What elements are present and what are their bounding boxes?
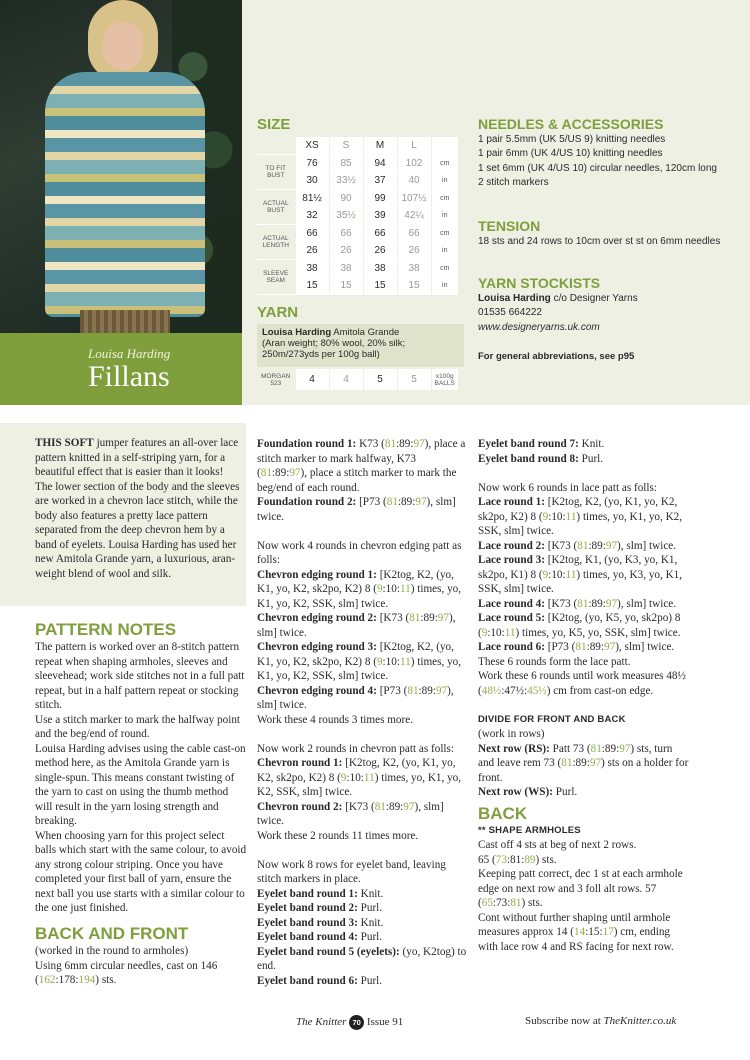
table-row xyxy=(257,155,458,173)
instruction: Cast off 4 sts at beg of next 2 rows. xyxy=(478,839,637,851)
instruction: Work these 4 rounds 3 times more. xyxy=(257,713,414,726)
yarn-details: (Aran weight; 80% wool, 20% silk; 250m/273yds per 100g ball) xyxy=(262,338,406,360)
unit: in xyxy=(431,207,458,225)
shape-armholes-heading: ** SHAPE ARMHOLES xyxy=(478,824,581,836)
unit: in xyxy=(431,242,458,260)
cell: 107½ xyxy=(397,190,431,208)
unit: in xyxy=(431,172,458,190)
designer-name: Louisa Harding xyxy=(88,346,171,361)
instruction: Eyelet band round 8: Purl. xyxy=(478,452,604,465)
cell: 94 xyxy=(363,155,397,173)
note-paragraph: Use a stitch marker to mark the halfway point and the beg/end of round. xyxy=(35,713,241,740)
stockists-heading: YARN STOCKISTS xyxy=(478,275,601,291)
list-item: 2 stitch markers xyxy=(478,176,549,188)
cell: 4 xyxy=(295,369,329,390)
cell: 66 xyxy=(329,225,363,243)
stockist-website[interactable]: www.designeryarns.uk.com xyxy=(478,321,600,333)
cell: 15 xyxy=(295,277,329,295)
cell: 66 xyxy=(363,225,397,243)
size-col: M xyxy=(363,137,397,155)
note-paragraph: The pattern is worked over an 8-stitch pattern repeat when shaping armholes, sleeves and sleevehead; work side stitches not in a full patt repeat, but in a half pattern repeat or stocking stitch. xyxy=(35,641,245,711)
instruction: Cont without further shaping until armhole measures approx 14 (14:15:17) cm, ending with lace row 4 and RS facing for next row. xyxy=(478,911,674,953)
instruction: Work these 2 rounds 11 times more. xyxy=(257,829,419,842)
unit: cm xyxy=(431,225,458,243)
instruction: Eyelet band round 4: Purl. xyxy=(257,931,383,943)
cell: 32 xyxy=(295,207,329,225)
instruction: Now work 8 rows for eyelet band, leaving stitch markers in place. xyxy=(257,858,446,885)
row-label: ACTUAL LENGTH xyxy=(257,225,295,260)
subscribe-text: Subscribe now at xyxy=(525,1015,604,1027)
intro-body: jumper features an all-over lace pattern knitted in a self-striping yarn, for a beautiful effect that is easier than it looks! The lower section of the body and the sleeves are worked in a chevron lace stitch, while the body also features a pretty lace pattern separated from the deep chevron hem by a band of eyelets. Louisa Harding has used her new Amitola Grande yarn, a luxurious, aran-weight blend of wool and silk. xyxy=(35,437,240,580)
list-item: 1 pair 6mm (UK 4/US 10) knitting needles xyxy=(478,148,663,160)
cell: 15 xyxy=(397,277,431,295)
cell: 81½ xyxy=(295,190,329,208)
list-item: 1 pair 5.5mm (UK 5/US 9) knitting needles xyxy=(478,134,666,145)
instruction: Now work 6 rounds in lace patt as folls: xyxy=(478,481,657,494)
instruction: Lace round 1: [K2tog, K2, (yo, K1, yo, K2, sk2po, K2) 8 (9:10:11) times, yo, K1, yo, K2, SSK, slm] twice. xyxy=(478,496,683,537)
cell: 40 xyxy=(397,172,431,190)
intro-lead: THIS SOFT xyxy=(35,437,94,449)
yarn-quantity-table xyxy=(257,369,458,390)
cell: 37 xyxy=(363,172,397,190)
instruction: Eyelet band round 1: Knit. xyxy=(257,887,384,900)
size-col: S xyxy=(329,137,363,155)
instruction: These 6 rounds form the lace patt. xyxy=(478,655,631,668)
instruction: Now work 4 rounds in chevron edging patt as folls: xyxy=(257,539,462,566)
cell: 38 xyxy=(295,260,329,278)
cell: 26 xyxy=(295,242,329,260)
size-table xyxy=(257,137,458,295)
model-photo xyxy=(0,0,242,333)
instruction: Foundation round 2: [P73 (81:89:97), slm] twice. xyxy=(257,496,456,523)
table-row xyxy=(257,369,458,390)
abbreviations-note: For general abbreviations, see p95 xyxy=(478,351,635,362)
tension-heading: TENSION xyxy=(478,218,541,234)
back-front-sub: (worked in the round to armholes) xyxy=(35,945,189,957)
sequin-skirt xyxy=(80,310,170,333)
intro-text xyxy=(35,436,243,581)
instruction: 65 (73:81:89) sts. xyxy=(478,853,557,866)
page-number-badge: 70 xyxy=(349,1015,364,1030)
cell: 33½ xyxy=(329,172,363,190)
cell: 99 xyxy=(363,190,397,208)
subscribe-link[interactable]: TheKnitter.co.uk xyxy=(603,1015,677,1027)
yarn-description xyxy=(257,324,464,367)
note-paragraph: Louisa Harding advises using the cable cast-on method here, as the Amitola Grande yarn is single-spun. This means constant twisting of the yarn to cast on using the thumb method will result in the yarn losing strength and breaking. xyxy=(35,742,246,827)
cell: 90 xyxy=(329,190,363,208)
instruction: Now work 2 rounds in chevron patt as folls: xyxy=(257,742,454,755)
instruction: Chevron round 1: [K2tog, K2, (yo, K1, yo, K2, sk2po, K2) 8 (9:10:11) times, yo, K1, yo, K2, SSK, slm] twice. xyxy=(257,757,462,798)
list-item: 1 set 6mm (UK 4/US 10) circular needles, 120cm long xyxy=(478,162,717,174)
instruction: Lace round 3: [K2tog, K1, (yo, K3, yo, K1, sk2po, K1) 8 (9:10:11) times, yo, K3, yo, K1, SSK, slm] twice. xyxy=(478,554,683,595)
footer-subscribe xyxy=(525,1015,676,1027)
back-heading: BACK xyxy=(478,803,528,823)
instruction: Lace round 6: [P73 (81:89:97), slm] twice. xyxy=(478,641,675,653)
tension-text: 18 sts and 24 rows to 10cm over st st on 6mm needles xyxy=(478,236,721,247)
cell: 76 xyxy=(295,155,329,173)
cell: 85 xyxy=(329,155,363,173)
cell: 38 xyxy=(329,260,363,278)
size-col: L xyxy=(397,137,431,155)
cell: 30 xyxy=(295,172,329,190)
cell: 66 xyxy=(397,225,431,243)
divide-heading: DIVIDE FOR FRONT AND BACK xyxy=(478,713,626,725)
instruction: Foundation round 1: K73 (81:89:97), place a stitch marker to mark halfway, K73 (81:89:97), place a stitch marker to mark the beg/end of each round. xyxy=(257,438,466,494)
size-col: XS xyxy=(295,137,329,155)
pattern-title: Fillans xyxy=(88,360,170,393)
cell: 102 xyxy=(397,155,431,173)
unit: cm xyxy=(431,260,458,278)
instruction: Chevron edging round 1: [K2tog, K2, (yo, K1, yo, K2, sk2po, K2) 8 (9:10:11) times, yo, K1, yo, K2, SSK, slm] twice. xyxy=(257,568,462,610)
row-label: TO FIT BUST xyxy=(257,155,295,190)
cell: 15 xyxy=(329,277,363,295)
cast-on-instruction: Using 6mm circular needles, cast on 146 (162:178:194) sts. xyxy=(35,959,218,986)
instruction: Eyelet band round 3: Knit. xyxy=(257,916,384,929)
cell: 66 xyxy=(295,225,329,243)
model-face xyxy=(103,22,143,70)
yarn-heading: YARN xyxy=(257,304,299,321)
instruction: Next row (RS): Patt 73 (81:89:97) sts, turn and leave rem 73 (81:89:97) sts on a holder for front. xyxy=(478,742,689,784)
cell: 42¼ xyxy=(397,207,431,225)
pattern-notes xyxy=(35,640,247,916)
note-paragraph: When choosing yarn for this project select balls which start with the same colour, to avoid any strong colour striping. Once you have completed your first ball of yarn, ensure the next ball you use starts with a similar colour to the one just finished. xyxy=(35,829,247,914)
size-header-row xyxy=(257,137,458,155)
cell: 15 xyxy=(363,277,397,295)
back-front-heading: BACK AND FRONT xyxy=(35,924,189,943)
instructions-column-2 xyxy=(257,437,467,988)
instruction: Lace round 5: [K2tog, (yo, K5, yo, sk2po) 8 (9:10:11) times, yo, K5, yo, SSK, slm] twice. xyxy=(478,612,681,639)
cell: 39 xyxy=(363,207,397,225)
instruction: Eyelet band round 5 (eyelets): (yo, K2tog) to end. xyxy=(257,945,467,972)
unit: in xyxy=(431,277,458,295)
cell: 26 xyxy=(397,242,431,260)
size-heading: SIZE xyxy=(257,116,291,133)
table-row xyxy=(257,225,458,243)
instruction: Chevron edging round 4: [P73 (81:89:97), slm] twice. xyxy=(257,684,454,711)
row-label: ACTUAL BUST xyxy=(257,190,295,225)
instruction: Chevron edging round 3: [K2tog, K2, (yo, K1, yo, K2, sk2po, K2) 8 (9:10:11) times, yo, K1, yo, K2, SSK, slm] twice. xyxy=(257,641,462,682)
back-front-text xyxy=(35,944,247,988)
instruction: Keeping patt correct, dec 1 st at each armhole edge on next row and 3 foll alt rows. 57 (65:73:81) sts. xyxy=(478,868,683,909)
table-row xyxy=(257,260,458,278)
table-row xyxy=(257,190,458,208)
magazine-name: The Knitter xyxy=(296,1016,347,1029)
striped-lace-sweater xyxy=(45,72,205,317)
yarn-name: Amitola Grande xyxy=(333,327,400,338)
cell: 38 xyxy=(397,260,431,278)
unit: cm xyxy=(431,190,458,208)
cell: 5 xyxy=(397,369,431,390)
instruction: Chevron round 2: [K73 (81:89:97), slm] twice. xyxy=(257,800,444,827)
instructions-column-3 xyxy=(478,437,690,954)
instruction: Eyelet band round 7: Knit. xyxy=(478,438,605,450)
unit: cm xyxy=(431,155,458,173)
row-label: SLEEVE SEAM xyxy=(257,260,295,295)
cell: 26 xyxy=(363,242,397,260)
instruction: Chevron edging round 2: [K73 (81:89:97), slm] twice. xyxy=(257,612,456,639)
instruction: Lace round 4: [K73 (81:89:97), slm] twice. xyxy=(478,597,677,610)
needles-heading: NEEDLES & ACCESSORIES xyxy=(478,116,664,132)
instruction: (work in rows) xyxy=(478,728,545,740)
instruction: Work these 6 rounds until work measures 48½ (48½:47½:45½) cm from cast-on edge. xyxy=(478,670,686,697)
unit: x100g BALLS xyxy=(431,369,458,390)
stockist-phone: 01535 664222 xyxy=(478,307,542,319)
needles-list xyxy=(478,133,743,190)
footer-magazine xyxy=(296,1015,403,1030)
instruction: Next row (WS): Purl. xyxy=(478,786,578,798)
cell: 26 xyxy=(329,242,363,260)
cell: 38 xyxy=(363,260,397,278)
instruction: Eyelet band round 2: Purl. xyxy=(257,902,383,914)
cell: 35½ xyxy=(329,207,363,225)
cell: 4 xyxy=(329,369,363,390)
cell: 5 xyxy=(363,369,397,390)
pattern-notes-heading: PATTERN NOTES xyxy=(35,620,177,639)
stockists-info xyxy=(478,292,743,335)
stockist-company: Louisa Harding xyxy=(478,293,551,304)
yarn-brand: Louisa Harding xyxy=(262,327,332,338)
instruction: Eyelet band round 6: Purl. xyxy=(257,974,383,987)
stockist-company-rest: c/o Designer Yarns xyxy=(550,293,638,304)
instruction: Lace round 2: [K73 (81:89:97), slm] twice. xyxy=(478,539,677,552)
shade-label: MORGAN 523 xyxy=(261,372,291,387)
issue-number: Issue 91 xyxy=(366,1016,404,1029)
